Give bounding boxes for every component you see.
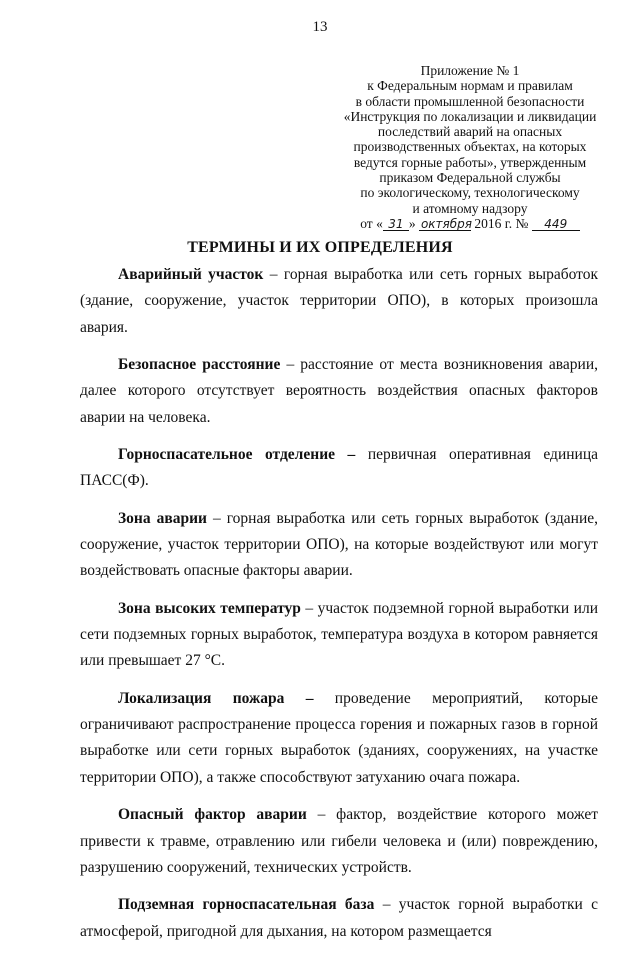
term-paragraph (80, 262, 598, 341)
term-paragraph (80, 802, 598, 881)
term-paragraph (80, 506, 598, 585)
term-definition: – участок подземной горной выработки или сети подземных горных выработок, температура воздуха в котором равняется или превышает 27 °С. (80, 599, 598, 670)
appendix-line: последствий аварий на опасных (377, 124, 563, 140)
appendix-line: производственных объектах, на которых (353, 139, 587, 155)
term-name: Зона высоких температур (118, 599, 301, 617)
handwritten-day: 31 (383, 218, 409, 231)
appendix-line: по экологическому, технологическому (360, 185, 580, 201)
term-name: Подземная горноспасательная база (118, 896, 375, 914)
date-prefix: от « (360, 215, 383, 231)
appendix-line: «Инструкция по локализации и ликвидации (343, 108, 597, 124)
term-paragraph (80, 352, 598, 431)
appendix-line: приказом Федеральной службы (379, 170, 561, 186)
appendix-line: к Федеральным нормам и правилам (367, 78, 573, 94)
term-definition: первичная оперативная единица ПАСС(Ф). (80, 446, 599, 490)
handwritten-order-number: 449 (532, 218, 580, 231)
term-paragraph (80, 686, 598, 792)
appendix-date-line (325, 216, 615, 231)
appendix-line: в области промышленной безопасности (355, 93, 585, 109)
terms-list (80, 262, 598, 956)
handwritten-month: октября (420, 216, 473, 231)
term-definition: – горная выработка или сеть горных выработок (здание, сооружение, участок территории ОПО), в которых произошла авария. (80, 266, 598, 336)
term-name: Аварийный участок (118, 266, 264, 283)
page-number: 13 (312, 19, 328, 35)
document-title: ТЕРМИНЫ И ИХ ОПРЕДЕЛЕНИЯ (187, 239, 453, 256)
term-paragraph (80, 442, 598, 495)
appendix-block (325, 63, 615, 231)
term-definition: – горная выработка или сеть горных выработок (здание, сооружение, участок территории ОПО), на которые воздействуют или могут воздействовать опасные факторы аварии. (80, 509, 599, 580)
term-name: Безопасное расстояние (118, 356, 281, 374)
term-name: Зона аварии (118, 509, 207, 527)
term-definition: – фактор, воздействие которого может привести к травме, отравлению или гибели человека и (или) повреждению, разрушению сооружений, технических устройств. (80, 806, 598, 876)
appendix-line: ведутся горные работы», утвержденным (353, 154, 587, 170)
term-definition: проведение мероприятий, которые ограничивают распространение процесса горения и пожарных газов в горной выработке или сети горных выработок (зданиях, сооружениях, на участке территории ОПО), а также способствуют затуханию очага пожара. (80, 689, 598, 786)
term-paragraph (80, 596, 598, 675)
date-year: 2016 г. № (474, 215, 529, 231)
term-definition: – расстояние от места возникновения аварии, далее которого отсутствует вероятность воздействия опасных факторов аварии на человека. (80, 356, 598, 426)
appendix-line: Приложение № 1 (420, 63, 520, 78)
appendix-line: и атомному надзору (412, 200, 528, 216)
term-name: Горноспасательное отделение – (118, 446, 356, 464)
term-name: Опасный фактор аварии (118, 806, 307, 824)
date-mid: » (408, 215, 416, 231)
term-name: Локализация пожара – (118, 689, 314, 707)
term-definition: – участок горной выработки с атмосферой, пригодной для дыхания, на котором размещается (80, 896, 598, 940)
term-paragraph (80, 892, 598, 945)
